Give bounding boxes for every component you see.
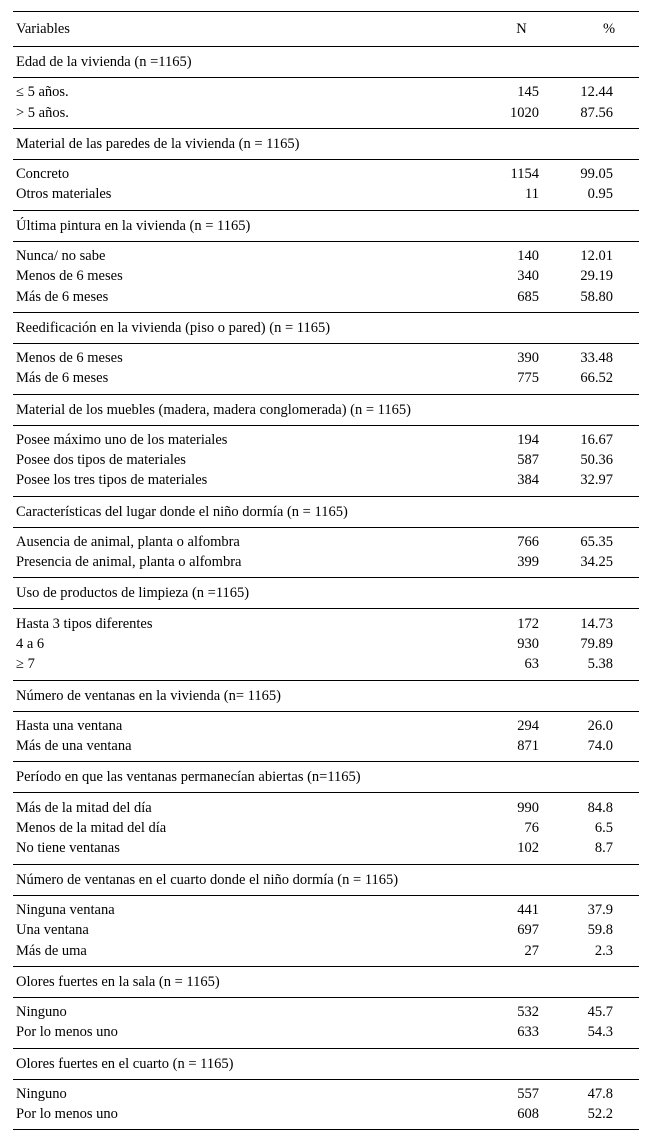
row-n: 633 (517, 1024, 539, 1041)
row-percent: 33.48 (580, 349, 613, 366)
header-n: N (516, 21, 527, 37)
row-n: 766 (517, 533, 539, 550)
row-n: 608 (517, 1106, 539, 1123)
table-row (13, 348, 639, 368)
row-n: 1154 (510, 165, 539, 182)
table-section (13, 864, 639, 966)
row-label: Más de 6 meses (16, 288, 109, 305)
table-section (13, 761, 639, 863)
row-percent: 12.44 (580, 84, 613, 101)
table-row (13, 430, 639, 450)
row-label: Posee máximo uno de los materiales (16, 431, 228, 448)
row-percent: 54.3 (587, 1024, 613, 1041)
table-section (13, 210, 639, 312)
table-row (13, 838, 639, 858)
row-n: 140 (517, 247, 539, 264)
table-row (13, 246, 639, 266)
row-label: > 5 años. (16, 104, 69, 121)
table-row (13, 613, 639, 633)
row-n: 172 (517, 615, 539, 632)
row-n: 63 (524, 656, 539, 673)
row-label: Más de la mitad del día (16, 799, 152, 816)
row-percent: 16.67 (580, 431, 613, 448)
row-percent: 52.2 (587, 1106, 613, 1123)
row-n: 1020 (510, 104, 539, 121)
row-label: Nunca/ no sabe (16, 247, 106, 264)
table-row (13, 1084, 639, 1104)
section-title: Reedificación en la vivienda (piso o pared) (n = 1165) (16, 319, 331, 336)
section-body (13, 77, 639, 128)
row-label: Más de una ventana (16, 738, 132, 755)
section-body (13, 608, 639, 679)
table-row (13, 716, 639, 736)
row-label: Posee los tres tipos de materiales (16, 472, 208, 489)
section-body (13, 792, 639, 863)
table-row (13, 818, 639, 838)
row-n: 27 (524, 942, 539, 959)
section-body (13, 527, 639, 578)
row-n: 685 (517, 288, 539, 305)
row-n: 145 (517, 84, 539, 101)
table-row (13, 470, 639, 490)
table-section (13, 496, 639, 578)
row-label: Presencia de animal, planta o alfombra (16, 554, 242, 571)
row-n: 697 (517, 922, 539, 939)
table-row (13, 552, 639, 572)
row-n: 384 (517, 472, 539, 489)
row-n: 775 (517, 370, 539, 387)
row-percent: 99.05 (580, 165, 613, 182)
section-title: Período en que las ventanas permanecían abiertas (n=1165) (16, 769, 361, 786)
table-section (13, 577, 639, 679)
section-title: Material de las paredes de la vivienda (n = 1165) (16, 135, 300, 152)
row-label: Otros materiales (16, 186, 112, 203)
section-body (13, 425, 639, 496)
table-row (13, 940, 639, 960)
table-row (13, 102, 639, 122)
row-label: ≥ 7 (16, 656, 35, 673)
table-row (13, 1022, 639, 1042)
table-body (13, 46, 639, 1129)
table-section (13, 394, 639, 496)
section-title: Material de los muebles (madera, madera conglomerada) (n = 1165) (16, 401, 411, 418)
table-row (13, 368, 639, 388)
row-percent: 34.25 (580, 554, 613, 571)
section-body (13, 895, 639, 966)
row-n: 390 (517, 349, 539, 366)
table-header (13, 12, 639, 46)
row-n: 532 (517, 1003, 539, 1020)
table-row (13, 266, 639, 286)
row-percent: 50.36 (580, 452, 613, 469)
table-row (13, 920, 639, 940)
row-label: Menos de 6 meses (16, 268, 123, 285)
section-body (13, 343, 639, 394)
row-n: 11 (525, 186, 539, 203)
table-row (13, 82, 639, 102)
section-title: Uso de productos de limpieza (n =1165) (16, 585, 250, 602)
row-percent: 29.19 (580, 268, 613, 285)
row-percent: 12.01 (580, 247, 613, 264)
row-label: Menos de la mitad del día (16, 820, 167, 836)
row-n: 441 (517, 901, 539, 918)
header-variables: Variables (16, 21, 70, 37)
row-label: Concreto (16, 165, 70, 182)
row-label: Menos de 6 meses (16, 349, 123, 366)
row-n: 76 (524, 820, 539, 836)
row-percent: 6.5 (594, 820, 613, 836)
table-row (13, 286, 639, 306)
row-percent: 66.52 (580, 370, 613, 387)
table-section (13, 680, 639, 762)
table-section (13, 966, 639, 1048)
section-body (13, 1079, 639, 1130)
row-n: 399 (517, 554, 539, 571)
row-label: Hasta una ventana (16, 717, 123, 734)
section-title: Número de ventanas en la vivienda (n= 1165) (16, 687, 281, 704)
section-body (13, 711, 639, 762)
row-label: Posee dos tipos de materiales (16, 452, 186, 469)
row-percent: 2.3 (594, 942, 613, 959)
row-label: Más de 6 meses (16, 370, 109, 387)
table-row (13, 450, 639, 470)
row-percent: 59.8 (587, 922, 613, 939)
row-percent: 84.8 (587, 799, 613, 816)
table-row (13, 164, 639, 184)
table-row (13, 736, 639, 756)
row-label: Ninguno (16, 1085, 67, 1102)
row-percent: 65.35 (580, 533, 613, 550)
row-n: 102 (517, 840, 539, 857)
section-body (13, 241, 639, 312)
section-title: Última pintura en la vivienda (n = 1165) (16, 217, 251, 234)
table-row (13, 634, 639, 654)
row-percent: 26.0 (587, 717, 613, 734)
row-percent: 79.89 (580, 636, 613, 653)
row-label: Por lo menos uno (16, 1106, 118, 1123)
row-label: Ninguna ventana (16, 901, 115, 918)
section-title: Edad de la vivienda (n =1165) (16, 54, 192, 70)
data-table (13, 11, 639, 1130)
table-row (13, 1104, 639, 1124)
row-n: 294 (517, 717, 539, 734)
row-label: Ausencia de animal, planta o alfombra (16, 533, 240, 550)
section-body (13, 997, 639, 1048)
section-title: Número de ventanas en el cuarto donde el niño dormía (n = 1165) (16, 871, 399, 888)
row-percent: 47.8 (587, 1085, 613, 1102)
row-n: 871 (517, 738, 539, 755)
table-section (13, 312, 639, 394)
row-n: 587 (517, 452, 539, 469)
table-row (13, 532, 639, 552)
row-percent: 45.7 (587, 1003, 613, 1020)
row-n: 990 (517, 799, 539, 816)
table-section (13, 46, 639, 128)
row-percent: 87.56 (580, 104, 613, 121)
row-label: Por lo menos uno (16, 1024, 118, 1041)
row-percent: 32.97 (580, 472, 613, 489)
row-percent: 0.95 (587, 186, 613, 203)
row-label: ≤ 5 años. (16, 84, 69, 101)
row-n: 340 (517, 268, 539, 285)
row-percent: 58.80 (580, 288, 613, 305)
row-label: Hasta 3 tipos diferentes (16, 615, 153, 632)
table-row (13, 184, 639, 204)
row-n: 194 (517, 431, 539, 448)
table-row (13, 654, 639, 674)
table-row (13, 797, 639, 817)
header-percent: % (602, 21, 616, 37)
section-body (13, 159, 639, 210)
row-percent: 37.9 (587, 901, 613, 918)
table-section (13, 1048, 639, 1130)
row-percent: 74.0 (587, 738, 613, 755)
row-label: Una ventana (16, 922, 89, 939)
section-title: Características del lugar donde el niño dormía (n = 1165) (16, 503, 348, 520)
row-label: No tiene ventanas (16, 840, 120, 857)
section-title: Olores fuertes en la sala (n = 1165) (16, 973, 220, 990)
row-percent: 5.38 (587, 656, 613, 673)
row-label: Más de uma (16, 942, 87, 959)
row-percent: 8.7 (594, 840, 613, 857)
section-title: Olores fuertes en el cuarto (n = 1165) (16, 1055, 234, 1072)
row-percent: 14.73 (580, 615, 613, 632)
row-label: Ninguno (16, 1003, 67, 1020)
table-section (13, 128, 639, 210)
row-n: 930 (517, 636, 539, 653)
row-n: 557 (517, 1085, 539, 1102)
table-row (13, 1002, 639, 1022)
row-label: 4 a 6 (16, 636, 45, 653)
table-row (13, 900, 639, 920)
